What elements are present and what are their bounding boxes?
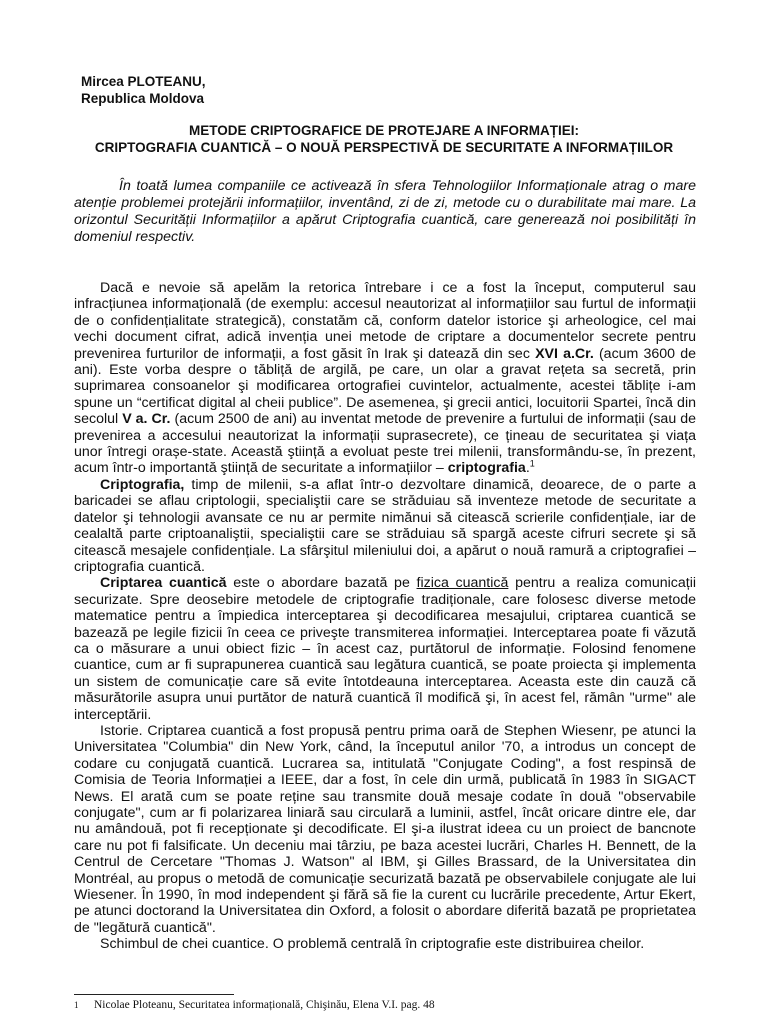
author-block [81,73,206,107]
author-name: Mircea PLOTEANU, [81,74,206,89]
term-bold: Criptarea cuantică [100,575,227,592]
date-bold: XVI a.Cr. [535,345,594,362]
text-span: este o abordare bazată pe [226,575,417,592]
paragraph-intro [74,280,696,477]
title-line-1: METODE CRIPTOGRAFICE DE PROTEJARE A INFORMAȚIEI: [188,123,580,138]
text-span: (acum 2500 de ani) au inventat metode de prevenire a furtului de informații (sau de prevenirea a accesului neautorizat la informații suprasecrete), ce țineau de securitatea şi viața unor întregi orașe-state. Această ştiință a evoluat peste trei milenii, transformându-se, în prezent, acum într-o importantă ştiință de securitate a informațiilor – [74,411,697,477]
date-bold: V a. Cr. [122,411,171,428]
title-line-2: CRIPTOGRAFIA CUANTICĂ – O NOUĂ PERSPECTIVĂ DE SECURITATE A INFORMAȚIILOR [94,140,674,155]
paragraph-schimbul: Schimbul de chei cuantice. O problemă centrală în criptografie este distribuirea cheilor. [100,936,645,953]
text-span: pentru a realiza comunicații securizate. Spre deosebire metodele de criptografie tradiționale, care folosesc diverse metode matematice pentru a împiedica interceptarea şi decodificarea mesajului, criptarea cuantică se bazează pe legile fizicii în ceea ce priveşte transmiterea informației. Interceptarea poate fi văzută ca o măsurare a unui obiect fizic – în acest caz, purtătorul de informație. Folosind fenomene cuantice, cum ar fi suprapunerea cuantică sau legătura cuantică, se poate proiecta şi implementa un sistem de comunicație care să evite întotdeauna interceptarea. Aceasta este din cauză că măsurătorile asupra unui purtător de natură cuantică îl modifică şi, în acest fel, rămân "urme" ale interceptării. [74,575,697,723]
term-bold: criptografia [447,460,526,477]
footnote [74,998,435,1012]
footnote-text: Nicolae Ploteanu, Securitatea informațională, Chişinău, Elena V.I. pag. 48 [94,999,435,1011]
paragraph-criptografia [74,477,696,575]
footnote-separator [74,994,234,995]
term-bold: Criptografia, [100,476,185,493]
hyperlink-fizica-cuantica[interactable]: fizica cuantică [416,575,509,592]
footnote-number: 1 [74,1000,79,1010]
paragraph-criptarea [74,575,696,723]
footnote-ref[interactable]: 1 [529,458,535,469]
text-span: (acum 3600 de ani). Este vorba despre o tăbliță de argilă, pe care, un olar a gravat rețeta sa secretă, prin suprimarea consoanelor şi modificarea ortografiei cuvintelor, actualmente, acestei tăblițe i-am spune un “certificat digital al cheii publice”. De asemenea, şi grecii antici, locuitorii Spartei, încă din secolul [74,345,696,428]
text-span: timp de milenii, s-a aflat într-o dezvoltare dinamică, deoarece, de o parte a baricadei se aflau criptologii, specialiştii care se străduiau să inventeze metode de securitate a datelor şi tehnologii avansate ce nu ar permite nimănui să citească scrierile confidențiale, iar de cealaltă parte criptoanaliştii, specialiştii care se străduiau să spargă aceste cifruri secrete şi să citească mesajele confidențiale. La sfârşitul mileniului doi, a apărut o nouă ramură a criptografiei – criptografia cuantică. [74,476,696,575]
body-text [74,280,696,953]
paper-title [72,122,696,156]
paragraph-istorie: Istorie. Criptarea cuantică a fost propusă pentru prima oară de Stephen Wiesenr, pe atunci la Universitatea "Columbia" din New York, când, la începutul anilor '70, a introdus un concept de codare cu conjugată cuantică. Lucrarea sa, intitulată "Conjugate Coding", a fost respinsă de Comisia de Teoria Informației a IEEE, dar a fost, în cele din urmă, publicată în 1983 în SIGACT News. El arată cum se poate reține sau transmite două mesaje codate în două "observabile conjugate", cum ar fi polarizarea liniară sau circulară a luminii, astfel, încât oricare dintre ele, dar nu amândouă, pot fi recepționate şi decodificate. El şi-a ilustrat ideea cu un proiect de bancnote care nu pot fi falsificate. Un deceniu mai târziu, pe baza acestei lucrări, Charles H. Bennett, de la Centrul de Cercetare "Thomas J. Watson" al IBM, şi Gilles Brassard, de la Universitatea din Montréal, au propus o metodă de comunicație securizată bazată pe observabilele conjugate ale lui Wiesener. În 1990, în mod independent şi fără să fie la curent cu lucrările precedente, Artur Ekert, pe atunci doctorand la Universitatea din Oxford, a folosit o abordare diferită bazată pe proprietatea de "legătură cuantică". [74,722,696,936]
text-span: . [525,460,530,477]
author-country: Republica Moldova [81,91,205,106]
text-span: Dacă e nevoie să apelăm la retorica întrebare i ce a fost la început, computerul sau infracțiunea informațională (de exemplu: accesul neautorizat al informațiilor sau furtul de informații de o confidențialitate strategică), constatăm că, conform datelor istorice şi arheologice, cel mai vechi document cifrat, adică invenția unei metode de criptare a documentelor secrete pentru prevenirea furturilor de informații, a fost găsit în Irak şi datează din sec [74,280,696,362]
abstract: În toată lumea companiile ce activează în sfera Tehnologiilor Informaționale atrag o mare atenție problemei protejării informațiilor, inventând, zi de zi, metode cu o durabilitate mai mare. La orizontul Securității Informațiilor a apărut Criptografia cuantică, care generează noi posibilități în domeniul respectiv. [74,178,696,245]
